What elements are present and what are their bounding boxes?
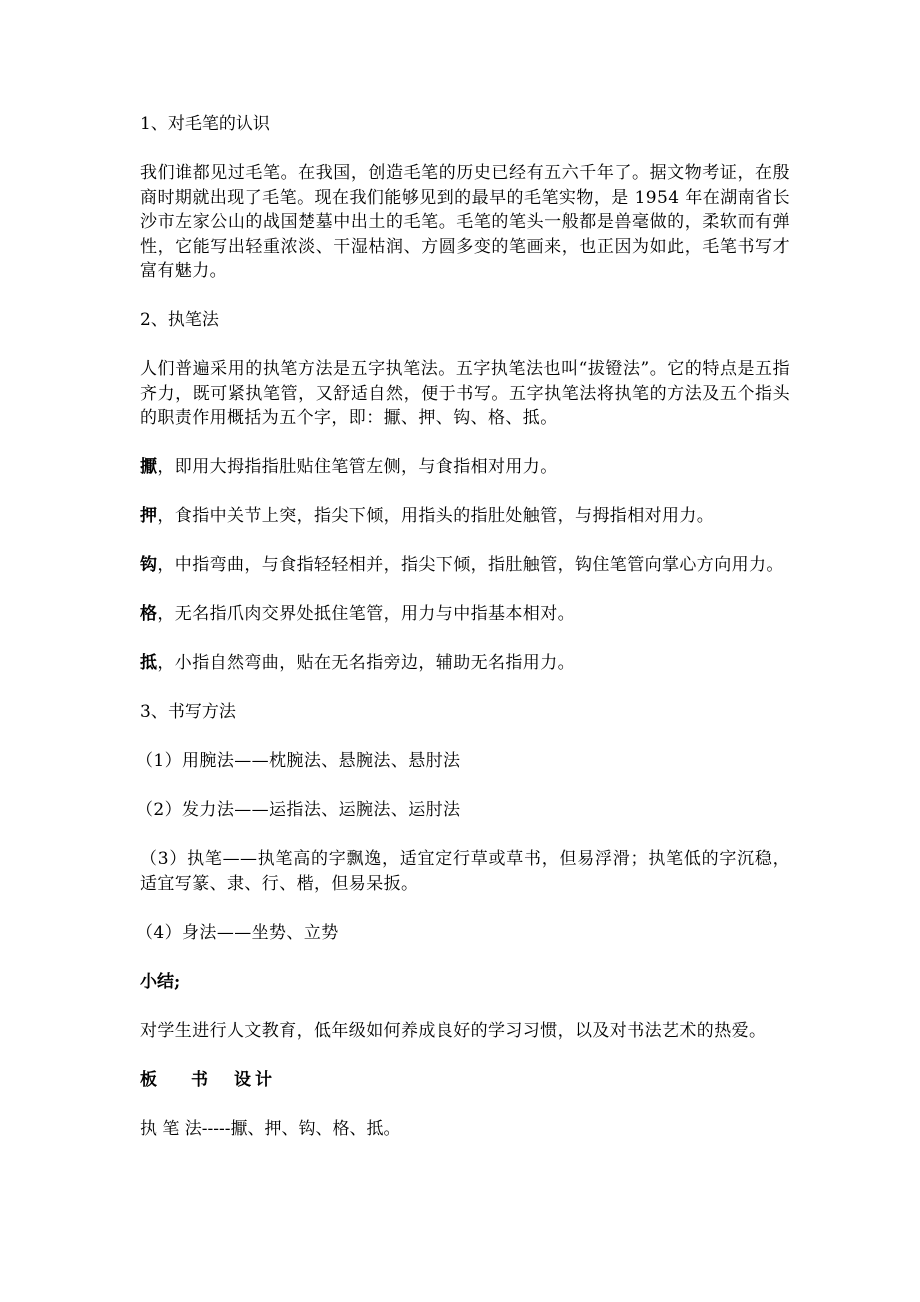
term-desc: ，小指自然弯曲，贴在无名指旁边，辅助无名指用力。 (157, 653, 576, 673)
term-label: 格 (140, 604, 158, 624)
section-1-body: 我们谁都见过毛笔。在我国，创造毛笔的历史已经有五六千年了。据文物考证，在殷商时期就出现了毛笔。现在我们能够见到的最早的毛笔实物，是 1954 年在湖南省长沙市左家公山的战国楚墓中出土的毛笔。毛笔的笔头一般都是兽毫做的，柔软而有弹性，它能写出轻重浓淡、干湿枯润、方圆多变的笔画来，也正因为如此，毛笔书写才富有魅力。 (140, 163, 790, 281)
document-page (136, 112, 790, 1141)
board-design-line: 执 笔 法-----擫、押、钩、格、抵。 (140, 1118, 401, 1139)
summary-body: 对学生进行人文教育，低年级如何养成良好的学习习惯，以及对书法艺术的热爱。 (140, 1020, 767, 1041)
board-title-char: 板 (140, 1069, 157, 1090)
finger-term-gou (140, 553, 790, 578)
method-item: （3）执笔——执笔高的字飘逸，适宜定行草或草书，但易浮滑；执笔低的字沉稳，适宜写篆、隶、行、楷，但易呆扳。 (140, 849, 790, 894)
board-title-char: 书 (191, 1069, 208, 1090)
finger-term-ge (140, 602, 790, 627)
finger-term-ye (140, 455, 790, 480)
method-item: （4）身法——坐势、立势 (136, 922, 339, 943)
section-1-heading: 1、对毛笔的认识 (140, 114, 270, 134)
method-item: （2）发力法——运指法、运腕法、运肘法 (136, 800, 461, 820)
term-desc: ，中指弯曲，与食指轻轻相并，指尖下倾，指肚触管，钩住笔管向掌心方向用力。 (157, 555, 784, 575)
section-2-body: 人们普遍采用的执笔方法是五字执笔法。五字执笔法也叫“拔镫法”。它的特点是五指齐力，既可紧执笔管，又舒适自然，便于书写。五字执笔法将执笔的方法及五个指头的职责作用概括为五个字，即：擫、押、钩、格、抵。 (140, 359, 790, 428)
board-title-char: 设 (234, 1069, 251, 1090)
summary-heading: 小结; (140, 971, 181, 992)
section-2-heading: 2、执笔法 (140, 310, 219, 330)
term-label: 钩 (140, 555, 158, 575)
finger-term-di (140, 651, 790, 676)
term-desc: ，无名指爪肉交界处抵住笔管，用力与中指基本相对。 (157, 604, 576, 624)
finger-term-ya (140, 504, 790, 529)
term-label: 抵 (140, 653, 158, 673)
board-title-char: 计 (255, 1069, 272, 1090)
term-desc: ，即用大拇指指肚贴住笔管左侧，与食指相对用力。 (157, 457, 558, 477)
term-label: 擫 (140, 457, 158, 477)
section-3-heading: 3、书写方法 (140, 702, 236, 722)
method-item: （1）用腕法——枕腕法、悬腕法、悬肘法 (136, 751, 461, 771)
term-desc: ，食指中关节上突，指尖下倾，用指头的指肚处触管，与拇指相对用力。 (157, 506, 715, 526)
board-design-title (140, 1068, 790, 1093)
term-label: 押 (140, 506, 158, 526)
